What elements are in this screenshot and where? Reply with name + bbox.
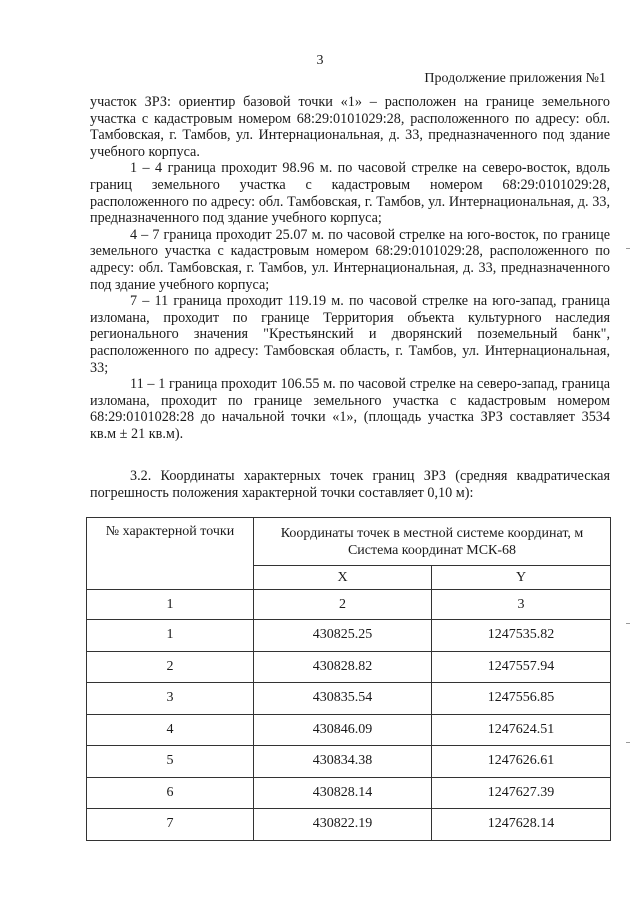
scan-margin-mark: [626, 623, 630, 624]
x-value: 430846.09: [254, 714, 432, 746]
paragraph-boundary-1-4: 1 – 4 граница проходит 98.96 м. по часовой стрелке на северо-восток, вдоль границ земельного участка с кадастровым номером 68:29:0101029:28, расположенного по адресу: обл. Тамбовская, г. Тамбов, ул. Интернациональная, д. 33, предназначенного под здание учебного корпуса;: [90, 160, 610, 227]
column-number-row: [87, 590, 611, 620]
column-number: 3: [432, 590, 611, 620]
scan-margin-mark: [626, 248, 630, 249]
point-number: 3: [87, 683, 254, 715]
coordinate-system-header: [254, 518, 611, 566]
paragraph-boundary-4-7: 4 – 7 граница проходит 25.07 м. по часовой стрелке на юго-восток, по границе земельного участка с кадастровым номером 68:29:0101029:28, расположенного по адресу: обл. Тамбовская, г. Тамбов, ул. Интернациональная, д. 33, предназначенного под здание учебного корпуса;: [90, 226, 610, 293]
y-value: 1247535.82: [432, 620, 611, 652]
point-number: 2: [87, 651, 254, 683]
point-number: 5: [87, 746, 254, 778]
boundary-description: [90, 94, 610, 442]
column-number: 1: [87, 590, 254, 620]
coordinate-system-name: Система координат МСК-68: [347, 542, 517, 558]
column-number: 2: [254, 590, 432, 620]
y-value: 1247556.85: [432, 683, 611, 715]
scan-margin-mark: [626, 742, 630, 743]
x-value: 430835.54: [254, 683, 432, 715]
paragraph-boundary-7-11: 7 – 11 граница проходит 119.19 м. по часовой стрелке на юго-запад, граница изломана, проходит по границе Территория объекта культурного наследия регионального значения "Крестьянский и дворянский поземельный банк", расположенного по адресу: Тамбовская область, г. Тамбов, ул. Интернациональная, 33;: [90, 293, 610, 376]
coordinates-section: [90, 468, 610, 501]
x-header: X: [254, 566, 432, 590]
point-number: 1: [87, 620, 254, 652]
y-value: 1247627.39: [432, 777, 611, 809]
point-number: 7: [87, 809, 254, 841]
x-value: 430828.82: [254, 651, 432, 683]
x-value: 430825.25: [254, 620, 432, 652]
point-number: 6: [87, 777, 254, 809]
table-header-row: [87, 518, 611, 566]
point-number: 4: [87, 714, 254, 746]
paragraph-boundary-11-1: 11 – 1 граница проходит 106.55 м. по часовой стрелке на северо-запад, граница изломана, проходит по границе земельного участка с кадастровым номером 68:29:0101028:28 до начальной точки «1», (площадь участка ЗРЗ составляет 3534 кв.м ± 21 кв.м).: [90, 376, 610, 442]
table-row: [87, 714, 611, 746]
table-row: [87, 683, 611, 715]
table-row: [87, 651, 611, 683]
point-number-header: № характерной точки: [87, 518, 254, 590]
section-heading: 3.2. Координаты характерных точек границ ЗРЗ (средняя квадратическая погрешность положения характерной точки составляет 0,10 м):: [90, 468, 610, 501]
paragraph-base-point: участок ЗРЗ: ориентир базовой точки «1» – расположен на границе земельного участка с кадастровым номером 68:29:0101029:28, расположенного по адресу: обл. Тамбовская, г. Тамбов, ул. Интернациональная, д. 33, предназначенного под здание учебного корпуса.: [90, 94, 610, 160]
coordinates-table: [86, 517, 611, 841]
table-row: [87, 746, 611, 778]
y-value: 1247624.51: [432, 714, 611, 746]
y-value: 1247628.14: [432, 809, 611, 841]
table-row: [87, 777, 611, 809]
page-number: 3: [316, 53, 324, 68]
coordinate-system-title: Координаты точек в местной системе координат, м: [280, 525, 584, 541]
x-value: 430828.14: [254, 777, 432, 809]
y-value: 1247626.61: [432, 746, 611, 778]
x-value: 430822.19: [254, 809, 432, 841]
y-header: Y: [432, 566, 611, 590]
table-row: [87, 620, 611, 652]
y-value: 1247557.94: [432, 651, 611, 683]
table-row: [87, 809, 611, 841]
x-value: 430834.38: [254, 746, 432, 778]
appendix-subtitle: Продолжение приложения №1: [424, 71, 606, 86]
